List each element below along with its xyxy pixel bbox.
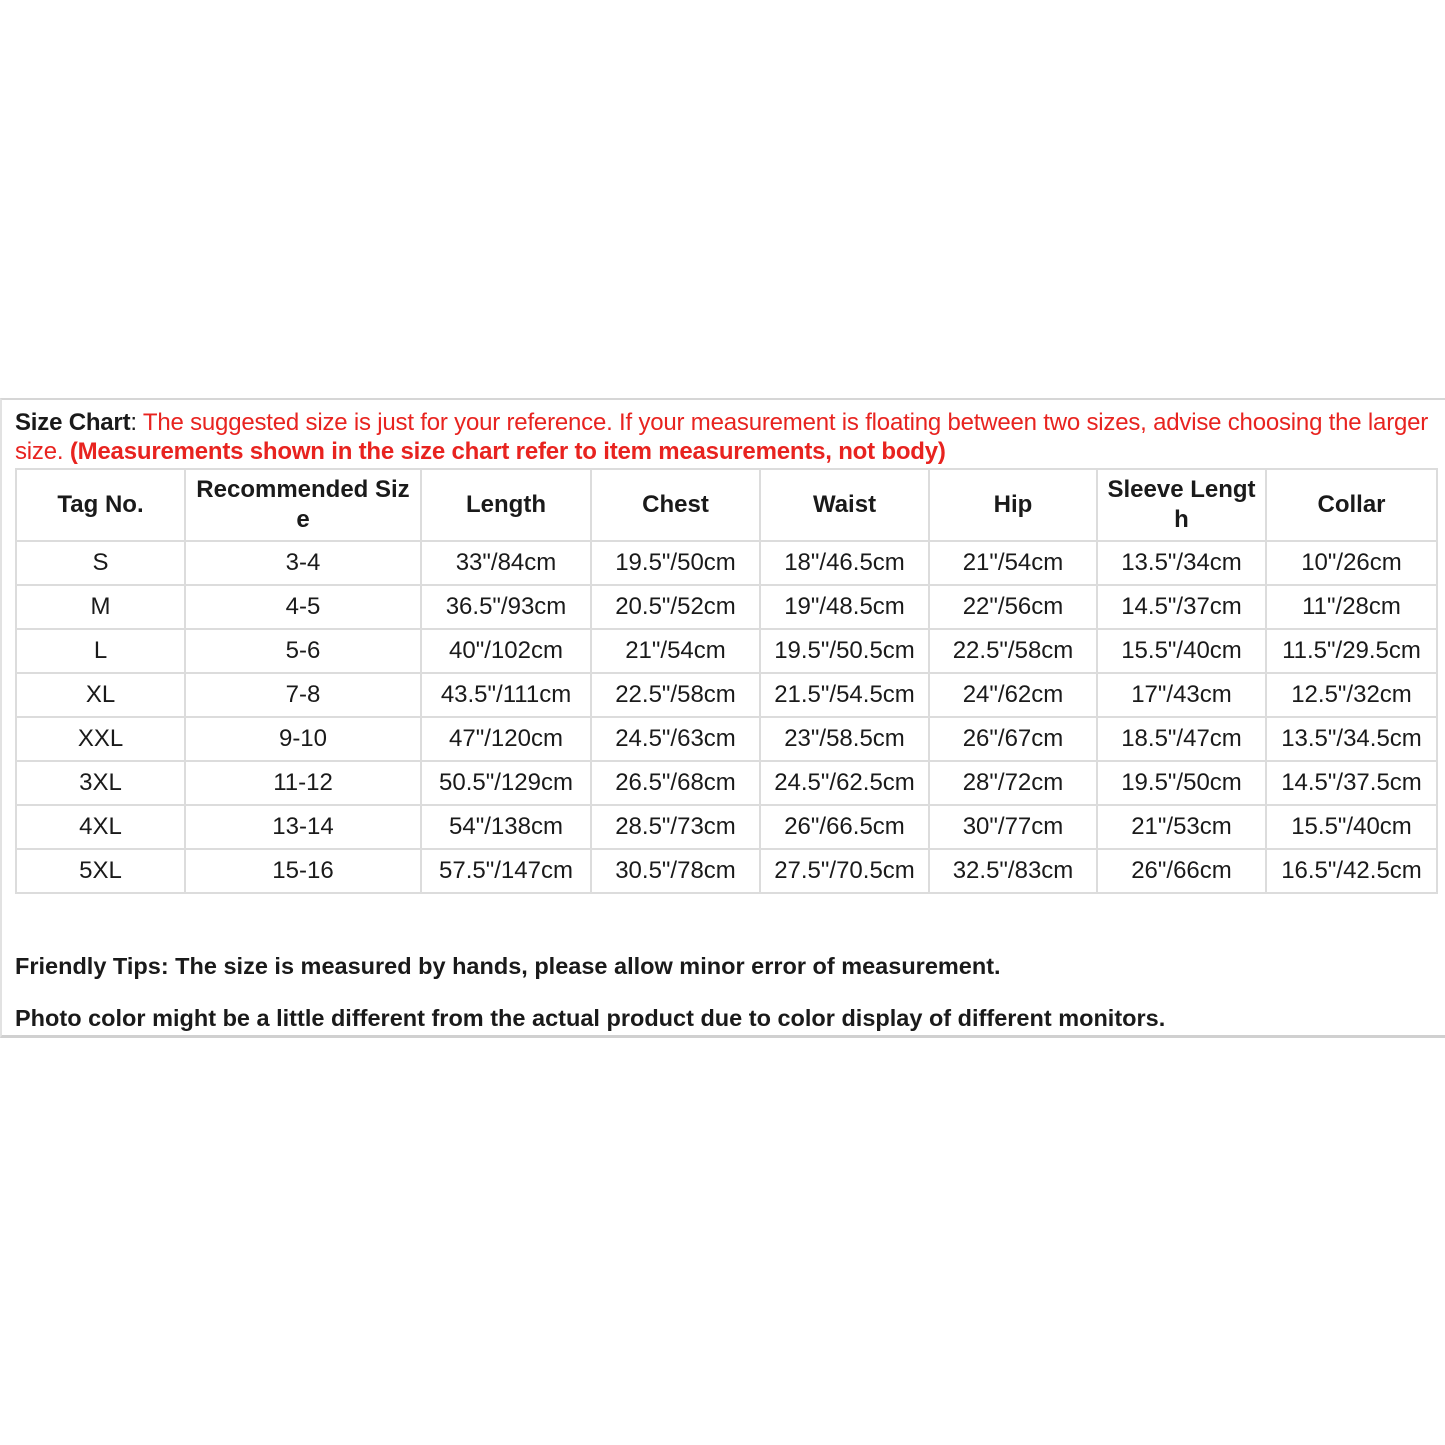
length-cell: 47"/120cm <box>421 717 591 761</box>
waist-cell: 18"/46.5cm <box>760 541 929 585</box>
recommended-size-cell: 11-12 <box>185 761 421 805</box>
tag-no-cell: 5XL <box>16 849 185 893</box>
tag-no-cell: XXL <box>16 717 185 761</box>
recommended-size-cell: 9-10 <box>185 717 421 761</box>
tag-no-cell: S <box>16 541 185 585</box>
table-body <box>16 541 1437 893</box>
chest-cell: 19.5"/50cm <box>591 541 760 585</box>
waist-cell: 23"/58.5cm <box>760 717 929 761</box>
waist-cell: 21.5"/54.5cm <box>760 673 929 717</box>
intro-colon: : <box>130 409 137 436</box>
collar-cell: 11"/28cm <box>1266 585 1437 629</box>
recommended-size-cell: 15-16 <box>185 849 421 893</box>
table-row <box>16 585 1437 629</box>
chest-cell: 20.5"/52cm <box>591 585 760 629</box>
table-row <box>16 717 1437 761</box>
hip-cell: 22"/56cm <box>929 585 1097 629</box>
length-cell: 57.5"/147cm <box>421 849 591 893</box>
tag-no-cell: 4XL <box>16 805 185 849</box>
header-hip: Hip <box>929 469 1097 541</box>
table-row <box>16 541 1437 585</box>
header-collar: Collar <box>1266 469 1437 541</box>
sleeve-length-cell: 17"/43cm <box>1097 673 1266 717</box>
collar-cell: 12.5"/32cm <box>1266 673 1437 717</box>
measurement-note: (Measurements shown in the size chart refer to item measurements, not body) <box>69 438 946 465</box>
waist-cell: 27.5"/70.5cm <box>760 849 929 893</box>
size-chart-label: Size Chart <box>15 409 131 436</box>
collar-cell: 16.5"/42.5cm <box>1266 849 1437 893</box>
table-row <box>16 629 1437 673</box>
table-row <box>16 805 1437 849</box>
hip-cell: 32.5"/83cm <box>929 849 1097 893</box>
recommended-size-cell: 3-4 <box>185 541 421 585</box>
recommended-size-cell: 5-6 <box>185 629 421 673</box>
chest-cell: 21"/54cm <box>591 629 760 673</box>
collar-cell: 11.5"/29.5cm <box>1266 629 1437 673</box>
waist-cell: 19"/48.5cm <box>760 585 929 629</box>
recommended-size-cell: 13-14 <box>185 805 421 849</box>
friendly-tips: Friendly Tips: The size is measured by hands, please allow minor error of measurement. <box>15 953 1001 979</box>
size-table <box>15 468 1438 894</box>
header-recommended-size: Recommended Size <box>185 469 421 541</box>
table-row <box>16 849 1437 893</box>
sleeve-length-cell: 13.5"/34cm <box>1097 541 1266 585</box>
header-sleeve-length: Sleeve Length <box>1097 469 1266 541</box>
collar-cell: 15.5"/40cm <box>1266 805 1437 849</box>
sleeve-length-cell: 18.5"/47cm <box>1097 717 1266 761</box>
table-header-row <box>16 469 1437 541</box>
header-waist: Waist <box>760 469 929 541</box>
chest-cell: 22.5"/58cm <box>591 673 760 717</box>
tag-no-cell: M <box>16 585 185 629</box>
waist-cell: 24.5"/62.5cm <box>760 761 929 805</box>
header-chest: Chest <box>591 469 760 541</box>
sleeve-length-cell: 15.5"/40cm <box>1097 629 1266 673</box>
sleeve-length-cell: 19.5"/50cm <box>1097 761 1266 805</box>
hip-cell: 26"/67cm <box>929 717 1097 761</box>
tag-no-cell: L <box>16 629 185 673</box>
chest-cell: 30.5"/78cm <box>591 849 760 893</box>
sleeve-length-cell: 26"/66cm <box>1097 849 1266 893</box>
length-cell: 43.5"/111cm <box>421 673 591 717</box>
sleeve-length-cell: 14.5"/37cm <box>1097 585 1266 629</box>
waist-cell: 26"/66.5cm <box>760 805 929 849</box>
table-row <box>16 761 1437 805</box>
collar-cell: 14.5"/37.5cm <box>1266 761 1437 805</box>
length-cell: 40"/102cm <box>421 629 591 673</box>
hip-cell: 28"/72cm <box>929 761 1097 805</box>
header-tag-no: Tag No. <box>16 469 185 541</box>
tag-no-cell: XL <box>16 673 185 717</box>
header-length: Length <box>421 469 591 541</box>
chest-cell: 28.5"/73cm <box>591 805 760 849</box>
hip-cell: 22.5"/58cm <box>929 629 1097 673</box>
chest-cell: 24.5"/63cm <box>591 717 760 761</box>
collar-cell: 13.5"/34.5cm <box>1266 717 1437 761</box>
reference-note: The suggested size is just for your reference. If your measurement is floating between two sizes, advise choosing the larger size. <box>15 409 1429 465</box>
hip-cell: 30"/77cm <box>929 805 1097 849</box>
table-row <box>16 673 1437 717</box>
length-cell: 33"/84cm <box>421 541 591 585</box>
photo-color-note: Photo color might be a little different from the actual product due to color display of different monitors. <box>15 1005 1166 1031</box>
recommended-size-cell: 7-8 <box>185 673 421 717</box>
tag-no-cell: 3XL <box>16 761 185 805</box>
hip-cell: 21"/54cm <box>929 541 1097 585</box>
length-cell: 50.5"/129cm <box>421 761 591 805</box>
waist-cell: 19.5"/50.5cm <box>760 629 929 673</box>
length-cell: 54"/138cm <box>421 805 591 849</box>
hip-cell: 24"/62cm <box>929 673 1097 717</box>
collar-cell: 10"/26cm <box>1266 541 1437 585</box>
chest-cell: 26.5"/68cm <box>591 761 760 805</box>
sleeve-length-cell: 21"/53cm <box>1097 805 1266 849</box>
recommended-size-cell: 4-5 <box>185 585 421 629</box>
size-chart-intro <box>15 408 1435 466</box>
length-cell: 36.5"/93cm <box>421 585 591 629</box>
size-chart-panel <box>0 398 1445 1038</box>
